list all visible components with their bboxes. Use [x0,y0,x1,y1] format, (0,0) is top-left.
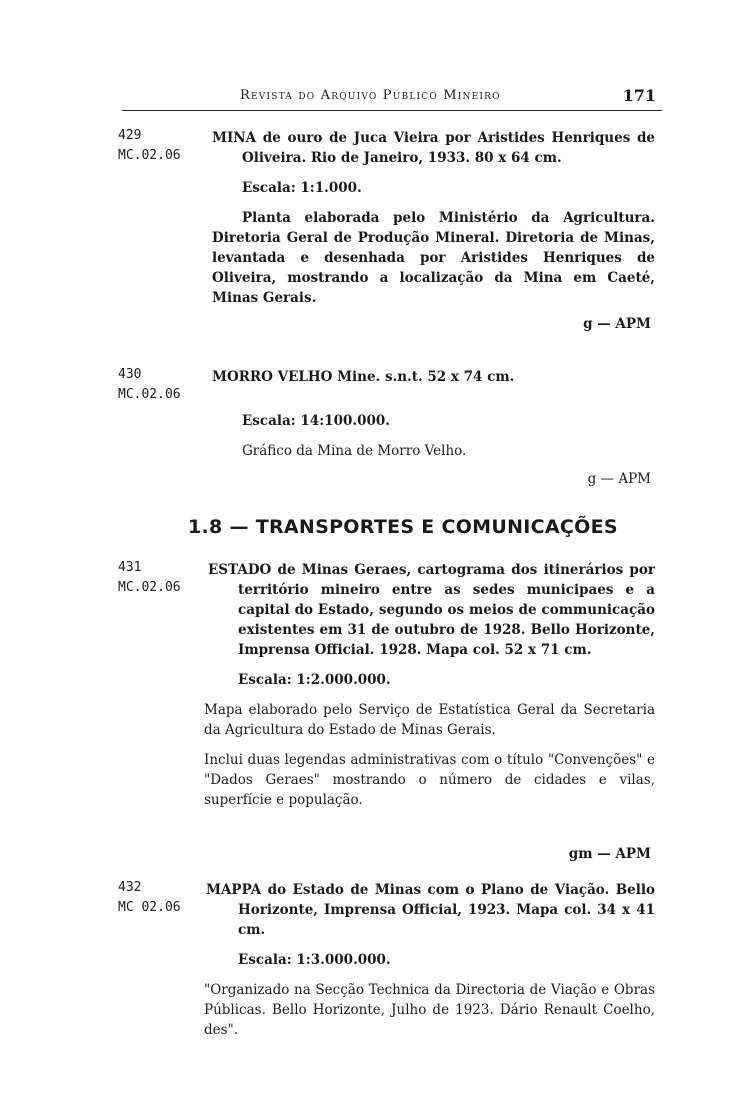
section-title: 1.8 — TRANSPORTES E COMUNICAÇÕES [188,516,618,538]
entry-scale: Escala: 1:2.000.000. [238,672,391,688]
entry-scale: Escala: 1:3.000.000. [238,952,391,968]
entry-reference: g — APM [587,471,651,487]
entry-number: 430 [118,367,142,382]
entry-title: ESTADO de Minas Geraes, cartograma dos itinerários por território mineiro entre as sedes municipaes e a capital do Estado, segundo os meios de communicação existentes em 31 de outubro de 1928. Bello Horizonte, Imprensa Official. 1928. Mapa col. 52 x 71 cm. [208,562,655,658]
entry-code: MC 02.06 [118,900,181,915]
entry-number: 432 [118,880,142,895]
entry-scale: Escala: 14:100.000. [242,413,390,429]
entry-body [212,367,655,471]
entry-reference: gm — APM [568,846,651,862]
entry-body [212,128,655,318]
entry-note: "Organizado na Secção Technica da Directoria de Viação e Obras Públicas. Bello Horizonte, Julho de 1923. Dário Renault Coelho, des". [204,982,655,1038]
page-header [122,86,662,111]
entry-note: Gráfico da Mina de Morro Velho. [242,443,467,459]
entry-code: MC.02.06 [118,580,181,595]
entry-note-2: Inclui duas legendas administrativas com o título "Convenções" e "Dados Geraes" mostrando o número de cidades e vilas, superfície e população. [204,752,655,808]
entry-code: MC.02.06 [118,387,181,402]
entry-body [204,560,655,820]
entry-title: MORRO VELHO Mine. s.n.t. 52 x 74 cm. [212,369,515,385]
entry-scale: Escala: 1:1.000. [242,180,362,196]
entry-body [204,880,655,1050]
entry-number: 431 [118,560,142,575]
entry-code: MC.02.06 [118,148,181,163]
entry-title: MINA de ouro de Juca Vieira por Aristides Henriques de Oliveira. Rio de Janeiro, 1933. 80 x 64 cm. [212,130,655,166]
running-title: Revista do Arquivo Público Mineiro [240,88,501,103]
entry-number: 429 [118,128,142,143]
entry-note: Planta elaborada pelo Ministério da Agricultura. Diretoria Geral de Produção Mineral. Diretoria de Minas, levantada e desenhada por Aristides Henriques de Oliveira, mostrando a localização da Mina em Caeté, Minas Gerais. [212,210,655,306]
entry-note: Mapa elaborado pelo Serviço de Estatística Geral da Secretaria da Agricultura do Estado de Minas Gerais. [204,702,655,738]
entry-reference: g — APM [583,316,651,332]
entry-title: MAPPA do Estado de Minas com o Plano de Viação. Bello Horizonte, Imprensa Official, 1923. Mapa col. 34 x 41 cm. [206,882,655,938]
page-number: 171 [622,86,656,105]
